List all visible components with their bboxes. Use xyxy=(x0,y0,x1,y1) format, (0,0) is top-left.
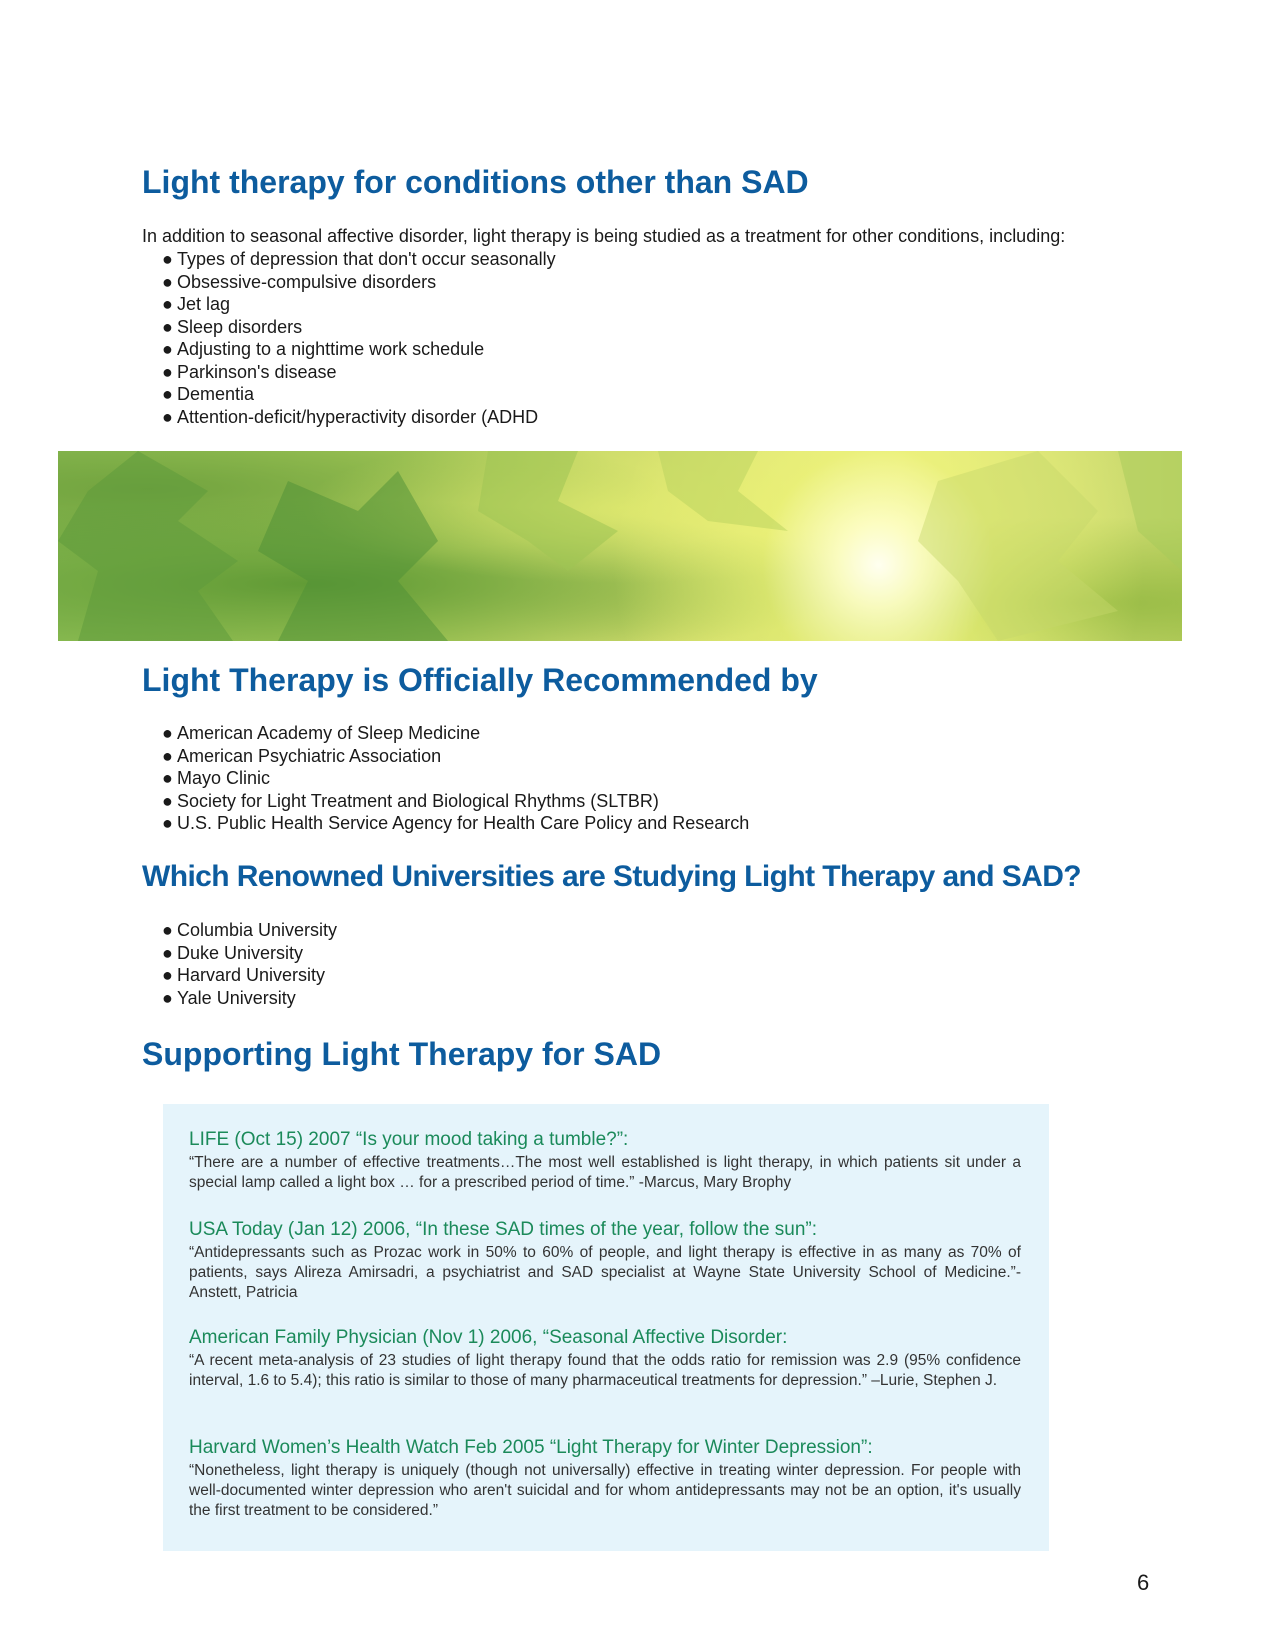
list-item: ● Mayo Clinic xyxy=(162,768,271,788)
heading-recommended: Light Therapy is Officially Recommended by xyxy=(142,662,818,698)
heading-supporting: Supporting Light Therapy for SAD xyxy=(142,1036,662,1072)
recommended-list xyxy=(162,722,749,835)
heading-conditions: Light therapy for conditions other than SAD xyxy=(142,164,809,200)
heading-universities: Which Renowned Universities are Studying Light Therapy and SAD? xyxy=(142,860,1081,893)
list-item: ● Harvard University xyxy=(162,965,326,985)
list-item: ● Attention-deficit/hyperactivity disorder (ADHD xyxy=(162,406,539,427)
quote-text-harvard: “Nonetheless, light therapy is uniquely (though not universally) effective in treating winter depression. For people with well-documented winter depression who aren't suicidal and for whom antidepressants may not be an option, it's usually the first treatment to be considered.” xyxy=(189,1462,1021,1519)
list-item: ● Columbia University xyxy=(162,920,338,940)
list-item: ● Adjusting to a nighttime work schedule xyxy=(162,339,485,359)
list-item: ● Dementia xyxy=(162,384,255,404)
quote-source-life: LIFE (Oct 15) 2007 “Is your mood taking a tumble?”: xyxy=(189,1129,629,1150)
list-item: ● Obsessive-compulsive disorders xyxy=(162,271,437,292)
conditions-list xyxy=(162,248,556,428)
list-item: ● U.S. Public Health Service Agency for Health Care Policy and Research xyxy=(162,813,750,833)
quote-source-harvard: Harvard Women’s Health Watch Feb 2005 “Light Therapy for Winter Depression”: xyxy=(189,1437,873,1458)
list-item: ● Duke University xyxy=(162,942,304,963)
intro-text: In addition to seasonal affective disorder, light therapy is being studied as a treatment for other conditions, including: xyxy=(142,226,1066,246)
quote-text-usa-today: “Antidepressants such as Prozac work in 50% to 60% of people, and light therapy is effective in as many as 70% of patients, says Alireza Amirsadri, a psychiatrist and SAD specialist at Wayne State University School of Medicine.”-Anstett, Patricia xyxy=(189,1244,1021,1301)
quote-source-afp: American Family Physician (Nov 1) 2006, “Seasonal Affective Disorder: xyxy=(189,1327,788,1348)
list-item: ● Jet lag xyxy=(162,294,231,314)
list-item: ● Society for Light Treatment and Biological Rhythms (SLTBR) xyxy=(162,790,659,811)
page-number: 6 xyxy=(1137,1570,1150,1595)
list-item: ● Parkinson's disease xyxy=(162,361,337,382)
list-item: ● Sleep disorders xyxy=(162,316,303,337)
quote-text-afp: “A recent meta-analysis of 23 studies of light therapy found that the odds ratio for remission was 2.9 (95% confidence interval, 1.6 to 5.4); this ratio is similar to those of many pharmaceutical treatments for depression.” –Lurie, Stephen J. xyxy=(189,1352,1021,1389)
list-item: ● American Academy of Sleep Medicine xyxy=(162,723,481,743)
quote-text-life: “There are a number of effective treatments…The most well established is light therapy, in which patients sit under a special lamp called a light box … for a prescribed period of time.” -Marcus, Mary Brophy xyxy=(189,1154,1021,1191)
list-item: ● Yale University xyxy=(162,987,296,1008)
quote-source-usa-today: USA Today (Jan 12) 2006, “In these SAD times of the year, follow the sun”: xyxy=(189,1219,818,1240)
leaf-banner-image xyxy=(58,451,1182,641)
list-item: ● American Psychiatric Association xyxy=(162,745,442,766)
universities-list xyxy=(162,919,337,1009)
list-item: ● Types of depression that don't occur seasonally xyxy=(162,249,556,269)
leaf-shapes xyxy=(58,451,1182,641)
